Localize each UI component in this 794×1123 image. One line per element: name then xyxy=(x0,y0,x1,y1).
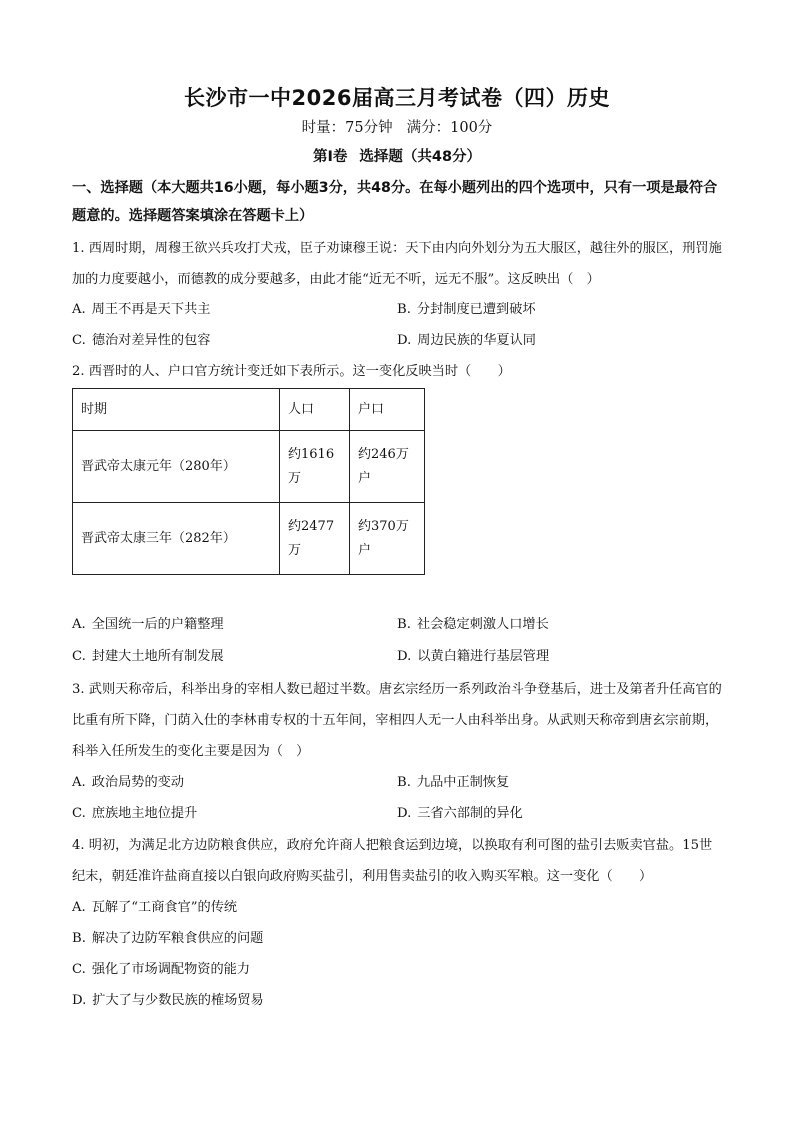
option-letter: B. xyxy=(397,302,411,317)
question-4-option-a[interactable] xyxy=(72,898,237,918)
option-text: 封建大土地所有制发展 xyxy=(91,649,224,664)
question-1-option-c[interactable] xyxy=(72,331,211,351)
question-1-stem: 1. 西周时期，周穆王欲兴兵攻打犬戎，臣子劝谏穆王说：天下由内向外划分为五大服区，越往外的服区，刑罚施加的力度要越小，而德教的成分要越多，由此才能“近无不听，远无不服”。这反映出（ ） xyxy=(72,241,722,287)
population-table xyxy=(72,388,425,575)
part-label: 第Ⅰ卷 xyxy=(312,149,348,165)
option-text: 解决了边防军粮食供应的问题 xyxy=(91,931,264,946)
question-4-option-c[interactable] xyxy=(72,960,250,980)
part-title: 选择题（共48分） xyxy=(359,149,482,165)
question-4-option-b[interactable] xyxy=(72,929,263,949)
question-2-option-c[interactable] xyxy=(72,647,224,667)
table-header-cell: 人口 xyxy=(280,389,350,431)
question-3-stem: 3. 武则天称帝后，科举出身的宰相人数已超过半数。唐玄宗经历一系列政治斗争登基后，进士及第者升任高官的比重有所下降，门荫入仕的李林甫专权的十五年间，宰相四人无一人由科举出身。从武则天称帝到唐玄宗前期，科举入任所发生的变化主要是因为（ ） xyxy=(72,682,722,759)
question-1-option-b[interactable] xyxy=(397,300,536,320)
table-header-row xyxy=(73,389,425,431)
option-text: 九品中正制恢复 xyxy=(416,775,510,790)
option-letter: D. xyxy=(72,993,87,1008)
option-letter: A. xyxy=(72,302,86,317)
question-4-stem: 4. 明初，为满足北方边防粮食供应，政府允许商人把粮食运到边境，以换取有利可图的盐引去贩卖官盐。15世纪末，朝廷准许盐商直接以白银向政府购买盐引，利用售卖盐引的收入购买军粮。这一变化（ ） xyxy=(72,838,713,884)
question-1-option-a[interactable] xyxy=(72,300,210,320)
option-letter: B. xyxy=(72,931,86,946)
question-2-option-d[interactable] xyxy=(397,647,549,667)
option-letter: A. xyxy=(72,775,86,790)
option-letter: C. xyxy=(72,962,86,977)
population-value: 约2477 xyxy=(288,518,335,534)
question-2-option-a[interactable] xyxy=(72,615,224,635)
section-instructions: 一、选择题（本大题共16小题，每小题3分，共48分。在每小题列出的四个选项中，只有一项是最符合题意的。选择题答案填涂在答题卡上） xyxy=(72,180,718,224)
option-text: 瓦解了“工商食官”的传统 xyxy=(91,900,238,915)
option-letter: D. xyxy=(397,333,412,348)
option-text: 三省六部制的异化 xyxy=(417,806,523,821)
population-value: 约1616 xyxy=(288,446,335,462)
table-row xyxy=(73,503,425,575)
option-letter: C. xyxy=(72,333,86,348)
option-text: 周边民族的华夏认同 xyxy=(417,333,536,348)
table-cell-population xyxy=(280,431,350,503)
question-3-option-b[interactable] xyxy=(397,773,509,793)
households-unit: 户 xyxy=(358,542,372,558)
option-text: 强化了市场调配物资的能力 xyxy=(91,962,251,977)
exam-title: 长沙市一中2026届高三月考试卷（四）历史 xyxy=(184,86,610,110)
full-score: 满分：100分 xyxy=(406,120,493,136)
option-text: 德治对差异性的包容 xyxy=(91,333,211,348)
table-row xyxy=(73,431,425,503)
option-letter: C. xyxy=(72,649,86,664)
part-heading xyxy=(0,145,794,166)
question-3-option-c[interactable] xyxy=(72,804,197,824)
households-unit: 户 xyxy=(358,470,372,486)
option-letter: D. xyxy=(397,649,412,664)
option-letter: A. xyxy=(72,617,86,632)
question-2-option-b[interactable] xyxy=(397,615,549,635)
question-2-stem: 2. 西晋时的人、户口官方统计变迁如下表所示。这一变化反映当时（ ） xyxy=(72,364,511,379)
question-3-option-a[interactable] xyxy=(72,773,184,793)
option-letter: A. xyxy=(72,900,86,915)
population-unit: 万 xyxy=(288,542,302,558)
option-text: 全国统一后的户籍整理 xyxy=(91,617,224,632)
population-unit: 万 xyxy=(288,470,302,486)
option-text: 庶族地主地位提升 xyxy=(91,806,198,821)
option-text: 周王不再是天下共主 xyxy=(91,302,211,317)
table-header-cell: 时期 xyxy=(73,389,280,431)
households-value: 约370万 xyxy=(358,518,409,534)
option-text: 社会稳定刺激人口增长 xyxy=(416,617,549,632)
option-text: 以黄白籍进行基层管理 xyxy=(417,649,550,664)
option-letter: D. xyxy=(397,806,412,821)
question-3-option-d[interactable] xyxy=(397,804,523,824)
option-letter: B. xyxy=(397,775,411,790)
table-header-cell: 户口 xyxy=(350,389,425,431)
households-value: 约246万 xyxy=(358,446,409,462)
question-4-option-d[interactable] xyxy=(72,991,264,1011)
time-limit: 时量：75分钟 xyxy=(301,120,393,136)
table-cell-period: 晋武帝太康三年（282年） xyxy=(73,503,280,575)
table-cell-households xyxy=(350,431,425,503)
option-text: 分封制度已遭到破坏 xyxy=(416,302,536,317)
option-letter: C. xyxy=(72,806,86,821)
table-cell-households xyxy=(350,503,425,575)
exam-info xyxy=(0,116,794,137)
option-letter: B. xyxy=(397,617,411,632)
table-cell-population xyxy=(280,503,350,575)
question-1-option-d[interactable] xyxy=(397,331,536,351)
table-cell-period: 晋武帝太康元年（280年） xyxy=(73,431,280,503)
option-text: 扩大了与少数民族的榷场贸易 xyxy=(92,993,264,1008)
option-text: 政治局势的变动 xyxy=(91,775,185,790)
